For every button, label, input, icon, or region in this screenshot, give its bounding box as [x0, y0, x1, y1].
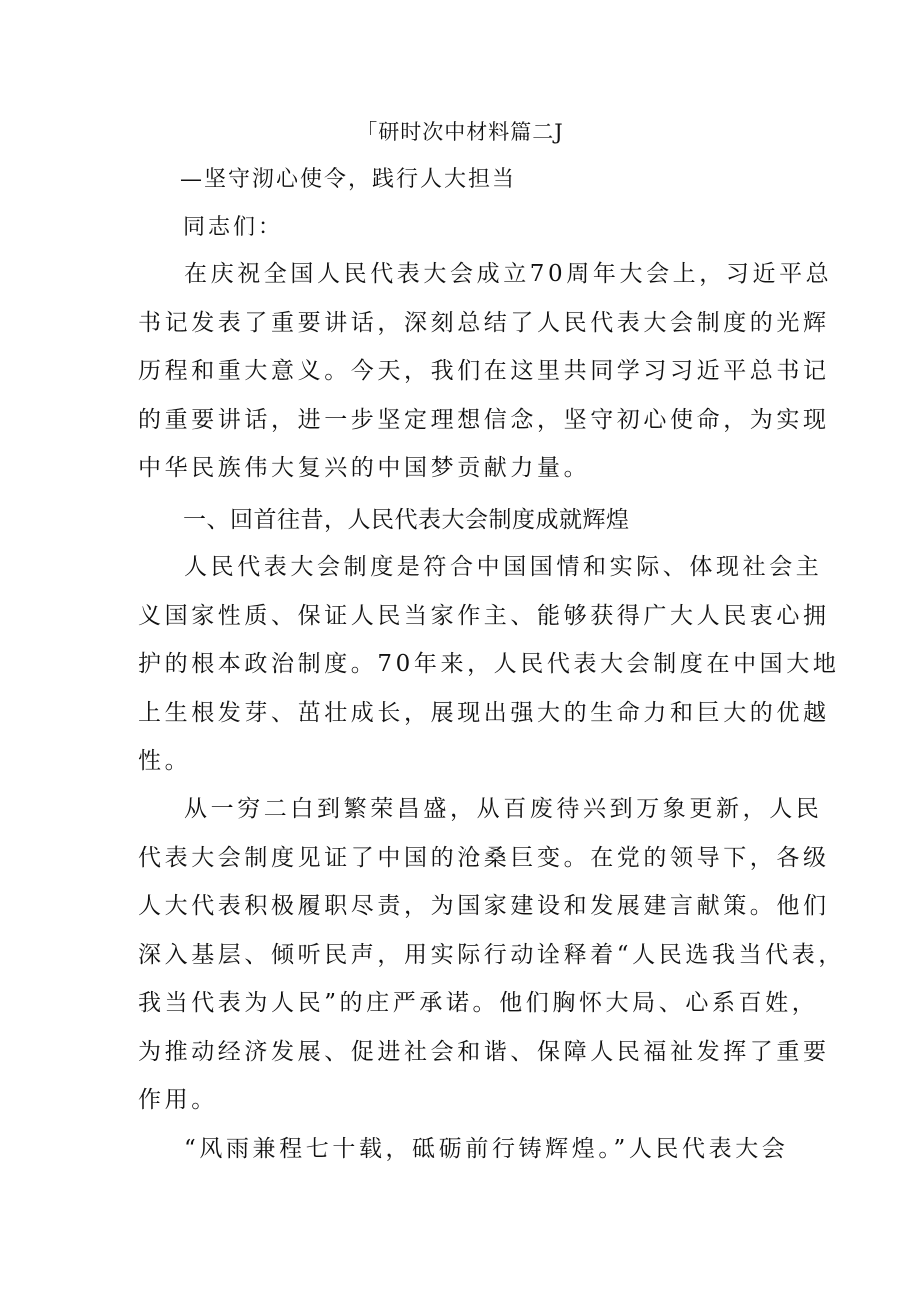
- section-heading: 一、回首往昔，人民代表大会制度成就辉煌: [183, 507, 630, 533]
- paragraph-line: 义国家性质、保证人民当家作主、能够获得广大人民衷心拥: [138, 602, 830, 629]
- paragraph-line: “风雨兼程七十载，砥砺前行铸辉煌。”人民代表大会: [184, 1136, 789, 1162]
- document-subtitle: —坚守沏心使令，践行人大担当: [180, 167, 517, 192]
- paragraph-line: 作用。: [138, 1087, 218, 1113]
- paragraph-line: 上生根发芽、茁壮成长，展现出强大的生命力和巨大的优越: [138, 699, 830, 726]
- paragraph-line: 历程和重大意义。今天，我们在这里共同学习习近平总书记: [138, 358, 830, 384]
- paragraph-intro: [138, 250, 833, 493]
- salutation: 同志们：: [183, 215, 284, 240]
- paragraph-seventy-years: [138, 1125, 788, 1174]
- paragraph-line: 代表大会制度见证了中国的沧桑巨变。在党的领导下，各级: [138, 844, 830, 871]
- paragraph-line: 书记发表了重要讲话，深刻总结了人民代表大会制度的光辉: [138, 309, 830, 336]
- paragraph-line: 在庆祝全国人民代表大会成立70周年大会上，习近平总: [184, 261, 833, 287]
- paragraph-line: 深入基层、倾听民声，用实际行动诠释着“人民选我当代表，: [138, 941, 845, 968]
- paragraph-line: 从一穷二白到繁荣昌盛，从百废待兴到万象更新，人民: [184, 796, 823, 822]
- paragraph-line: 性。: [138, 748, 192, 774]
- paragraph-line: 人大代表积极履职尽责，为国家建设和发展建言献策。他们: [138, 893, 830, 919]
- paragraph-line: 我当代表为人民”的庄严承诺。他们胸怀大局、心系百姓，: [138, 990, 819, 1016]
- document-header-title: 「研时次中材料篇二J: [356, 120, 564, 144]
- paragraph-line: 的重要讲话，进一步坚定理想信念，坚守初心使命，为实现: [138, 406, 830, 433]
- paragraph-line: 护的根本政治制度。70年来，人民代表大会制度在中国大地: [138, 651, 840, 677]
- paragraph-line: 人民代表大会制度是符合中国国情和实际、体现社会主: [184, 554, 823, 580]
- paragraph-changes: [138, 785, 845, 1125]
- paragraph-line: 中华民族伟大复兴的中国梦贡献力量。: [138, 455, 591, 481]
- paragraph-line: 为推动经济发展、促进社会和谐、保障人民福祉发挥了重要: [138, 1038, 830, 1065]
- paragraph-system: [138, 543, 840, 786]
